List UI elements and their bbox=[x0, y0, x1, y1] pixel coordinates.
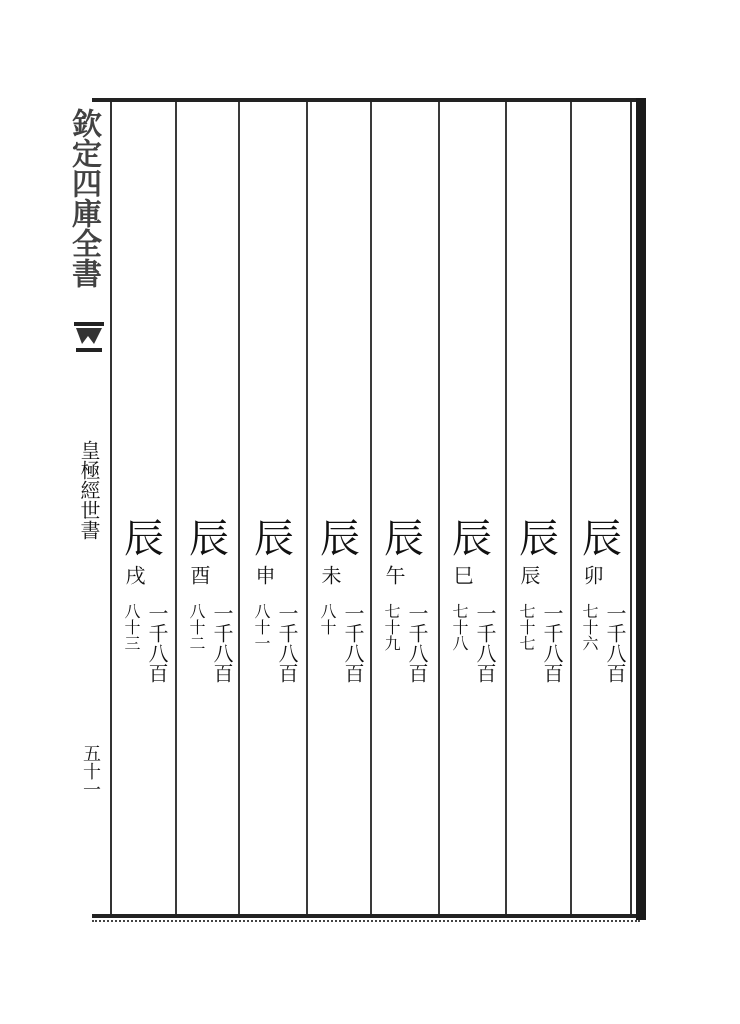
entry-suffix: 八十 bbox=[318, 603, 337, 635]
entry-suffix: 七十九 bbox=[382, 603, 401, 651]
page-frame bbox=[92, 98, 636, 918]
entry-column bbox=[570, 515, 634, 735]
entry-count: 一千八百 bbox=[473, 603, 497, 683]
entry-sub-branch: 申 bbox=[252, 565, 276, 585]
entry-count: 一千八百 bbox=[405, 603, 429, 683]
entry-suffix: 七十六 bbox=[580, 603, 599, 651]
entry-column bbox=[242, 515, 306, 735]
column-rule bbox=[570, 102, 572, 914]
entry-count: 一千八百 bbox=[540, 603, 564, 683]
column-rule bbox=[238, 102, 240, 914]
entry-count: 一千八百 bbox=[603, 603, 627, 683]
entry-column bbox=[112, 515, 176, 735]
entry-branch: 辰 bbox=[124, 516, 164, 562]
column-rule bbox=[505, 102, 507, 914]
entry-branch: 辰 bbox=[582, 516, 622, 562]
entry-suffix: 八十二 bbox=[187, 603, 206, 651]
column-rule bbox=[175, 102, 177, 914]
entry-branch: 辰 bbox=[320, 516, 360, 562]
bottom-edge-dots bbox=[92, 920, 640, 930]
entry-sub-branch: 午 bbox=[382, 565, 406, 585]
margin-rule bbox=[110, 102, 112, 914]
entry-column bbox=[440, 515, 504, 735]
entry-column bbox=[308, 515, 372, 735]
entry-suffix: 七十七 bbox=[517, 603, 536, 651]
entry-branch: 辰 bbox=[189, 516, 229, 562]
entry-column bbox=[507, 515, 571, 735]
fish-tail-ornament-icon bbox=[72, 318, 106, 358]
entry-count: 一千八百 bbox=[145, 603, 169, 683]
page-number: 五十一 bbox=[80, 744, 101, 798]
entry-suffix: 七十八 bbox=[450, 603, 469, 651]
frame-right-border bbox=[636, 98, 646, 920]
column-rule bbox=[306, 102, 308, 914]
entry-suffix: 八十三 bbox=[122, 603, 141, 651]
entry-sub-branch: 戌 bbox=[122, 565, 146, 585]
entry-branch: 辰 bbox=[384, 516, 424, 562]
running-title: 欽定四庫全書 bbox=[66, 108, 101, 288]
frame-right-inner-line bbox=[630, 102, 632, 914]
book-title: 皇極經世書 bbox=[77, 440, 101, 540]
entry-count: 一千八百 bbox=[210, 603, 234, 683]
entry-count: 一千八百 bbox=[275, 603, 299, 683]
entry-count: 一千八百 bbox=[341, 603, 365, 683]
entry-branch: 辰 bbox=[452, 516, 492, 562]
entry-sub-branch: 酉 bbox=[187, 565, 211, 585]
entry-branch: 辰 bbox=[254, 516, 294, 562]
entry-sub-branch: 巳 bbox=[450, 565, 474, 585]
entry-sub-branch: 辰 bbox=[517, 565, 541, 585]
entry-sub-branch: 未 bbox=[318, 565, 342, 585]
column-rule bbox=[370, 102, 372, 914]
entry-column bbox=[177, 515, 241, 735]
entry-suffix: 八十一 bbox=[252, 603, 271, 651]
entry-branch: 辰 bbox=[519, 516, 559, 562]
entry-column bbox=[372, 515, 436, 735]
column-rule bbox=[438, 102, 440, 914]
entry-sub-branch: 卯 bbox=[580, 565, 604, 585]
